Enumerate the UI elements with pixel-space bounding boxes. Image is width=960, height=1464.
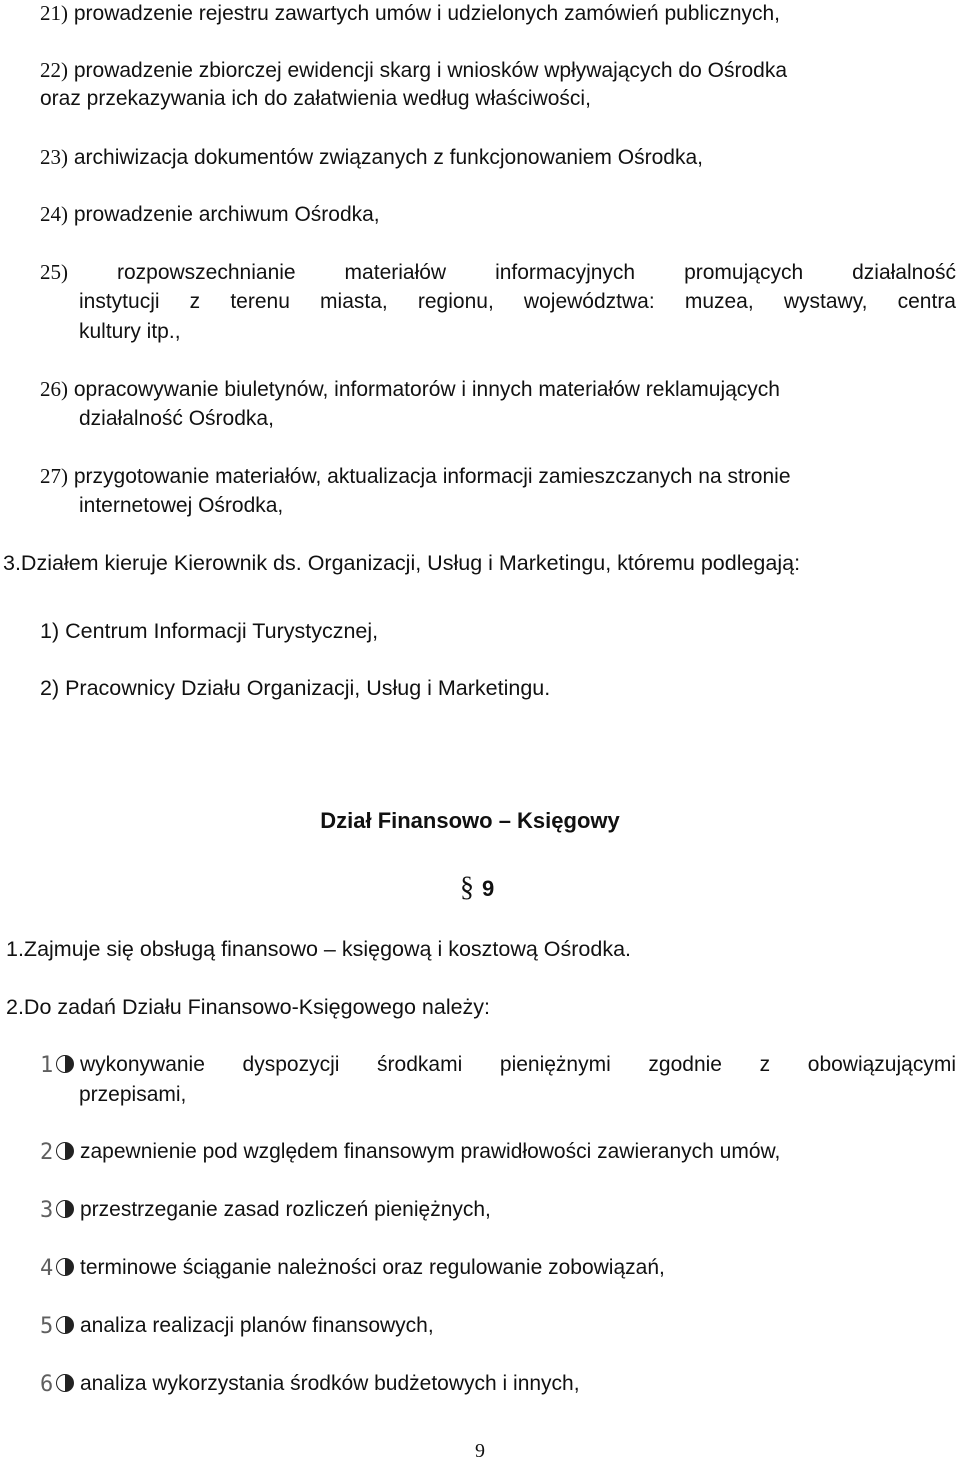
bullet-icon: 4 [40, 1256, 78, 1280]
bullet-item-6 [40, 1369, 580, 1399]
item-text: prowadzenie zbiorczej ewidencji skarg i wniosków wpływających do Ośrodka [73, 59, 787, 82]
item-text: prowadzenie archiwum Ośrodka, [73, 203, 380, 226]
bullet-text: analiza wykorzystania środków budżetowych i innych, [80, 1372, 580, 1395]
list-item-22 [40, 55, 787, 86]
bullet-item-3 [40, 1195, 491, 1225]
item-number: 21) [40, 1, 68, 25]
item-number: 22) [40, 58, 68, 82]
list-item-25 [40, 257, 956, 288]
point-3-item-1: 1) Centrum Informacji Turystycznej, [40, 619, 379, 643]
section-number [460, 872, 494, 904]
page-number: 9 [475, 1440, 485, 1462]
bullet-item-1-cont: przepisami, [79, 1083, 187, 1106]
item-text: archiwizacja dokumentów związanych z funkcjonowaniem Ośrodka, [73, 146, 703, 169]
item-text: przygotowanie materiałów, aktualizacja informacji zamieszczanych na stronie [73, 465, 791, 488]
paragraph-2: 2.Do zadań Działu Finansowo-Księgowego należy: [6, 995, 491, 1019]
item-text: opracowywanie biuletynów, informatorów i innych materiałów reklamujących [73, 378, 780, 401]
bullet-item-4 [40, 1253, 665, 1283]
item-number: 25) [40, 260, 68, 284]
list-item-27 [40, 461, 791, 492]
bullet-icon: 6 [40, 1372, 78, 1396]
paragraph-1: 1.Zajmuje się obsługą finansowo – księgową i kosztową Ośrodka. [6, 937, 632, 961]
item-text: rozpowszechnianie materiałów informacyjnych promujących działalność [116, 261, 956, 284]
bullet-icon: 5 [40, 1314, 78, 1338]
list-item-25-cont: instytucji z terenu miasta, regionu, województwa: muzea, wystawy, centra [79, 290, 956, 313]
item-number: 26) [40, 377, 68, 401]
item-text: prowadzenie rejestru zawartych umów i udzielonych zamówień publicznych, [73, 2, 781, 25]
list-item-22-cont: oraz przekazywania ich do załatwienia według właściwości, [40, 87, 591, 110]
item-number: 27) [40, 464, 68, 488]
bullet-icon: 3 [40, 1198, 78, 1222]
bullet-item-5 [40, 1311, 434, 1341]
item-number: 24) [40, 202, 68, 226]
bullet-text: wykonywanie dyspozycji środkami pieniężnymi zgodnie z obowiązującymi [80, 1053, 956, 1076]
section-sign: § [460, 872, 474, 903]
list-item-26-cont: działalność Ośrodka, [79, 407, 274, 430]
bullet-item-2 [40, 1137, 780, 1167]
point-3-item-2: 2) Pracownicy Działu Organizacji, Usług i Marketingu. [40, 676, 551, 700]
list-item-25-cont2: kultury itp., [79, 320, 181, 343]
point-3: 3.Działem kieruje Kierownik ds. Organizacji, Usług i Marketingu, któremu podlegają: [3, 551, 801, 575]
list-item-21 [40, 0, 780, 29]
bullet-text: zapewnienie pod względem finansowym prawidłowości zawieranych umów, [80, 1140, 781, 1163]
bullet-text: analiza realizacji planów finansowych, [80, 1314, 434, 1337]
item-number: 23) [40, 145, 68, 169]
bullet-text: przestrzeganie zasad rozliczeń pieniężnych, [80, 1198, 491, 1221]
list-item-24 [40, 199, 380, 230]
list-item-23 [40, 142, 703, 173]
bullet-text: terminowe ściąganie należności oraz regulowanie zobowiązań, [80, 1256, 665, 1279]
bullet-icon: 2 [40, 1140, 78, 1164]
bullet-item-1 [40, 1050, 956, 1080]
list-item-27-cont: internetowej Ośrodka, [79, 494, 284, 517]
list-item-26 [40, 374, 780, 405]
bullet-icon: 1 [40, 1053, 78, 1077]
section-title: Dział Finansowo – Księgowy [320, 808, 620, 833]
section-num: 9 [482, 876, 495, 901]
